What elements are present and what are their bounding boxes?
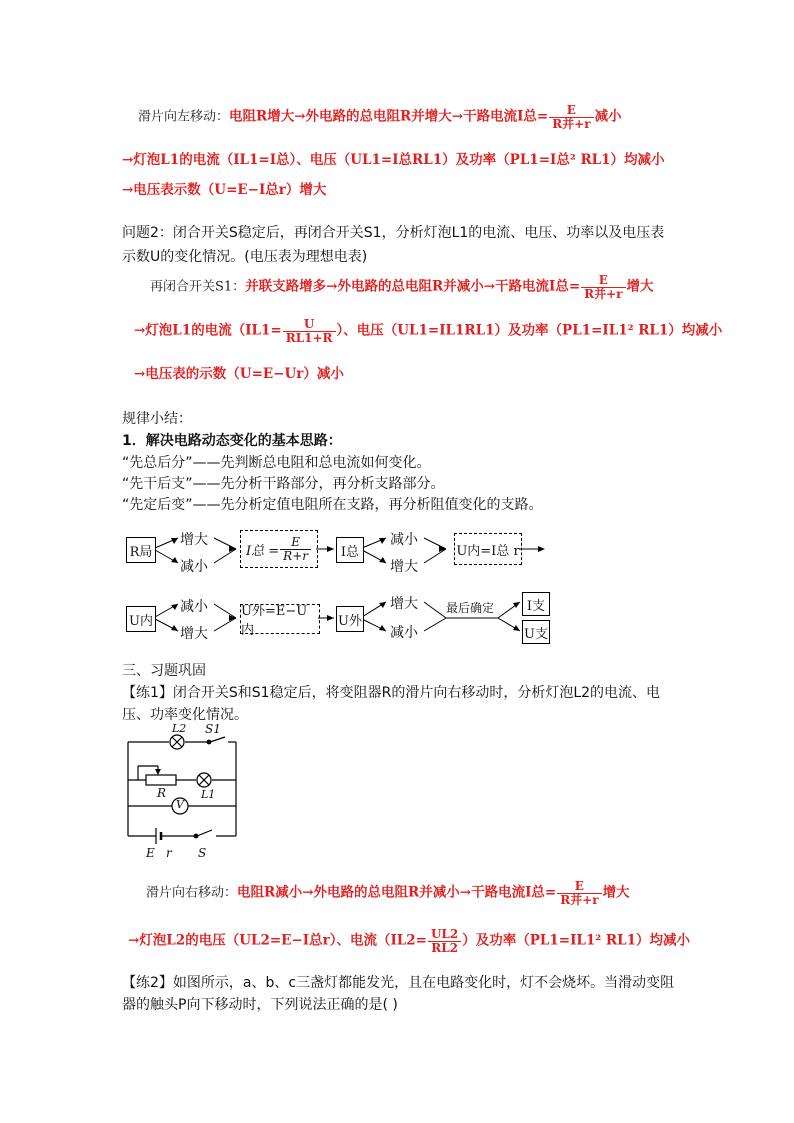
section3-title: 三、习题巩固 — [122, 663, 206, 679]
fraction-den: RL2 — [431, 940, 458, 955]
box-u-out: U外 — [336, 606, 364, 632]
slide-left-reason: 电阻R增大→外电路的总电阻R并增大→干路电流I总= — [229, 108, 549, 125]
box-u-in: U内 — [126, 606, 156, 632]
fraction-num: UL2 — [428, 928, 461, 942]
dbox-u-out: U外=E−U内 — [240, 604, 320, 634]
slide-right-reason: 电阻R减小→外电路的总电阻R并减小→干路电流I总= — [237, 884, 557, 901]
circuit-label-l1: L1 — [201, 788, 216, 801]
fraction-num: E — [549, 104, 593, 118]
exercise2-line2: 器的触头P向下移动时，下列说法正确的是( ) — [122, 997, 398, 1013]
circuit-label-r-internal: r — [166, 846, 172, 860]
fraction-num: U — [283, 318, 336, 332]
fraction-num: E — [581, 274, 625, 288]
summary-rule1: “先总后分”——先判断总电阻和总电流如何变化。 — [122, 455, 431, 471]
fraction — [428, 928, 461, 954]
slide-left-label: 滑片向左移动： — [138, 109, 230, 125]
label-decrease: 减小 — [180, 559, 208, 575]
close-s1-reason: 并联支路增多→外电路的总电阻R并减小→干路电流I总= — [245, 278, 581, 295]
circuit-label-r: R — [157, 786, 167, 800]
exercise2-line1: 【练2】如图所示，a、b、c三盏灯都能发光，且在电路变化时，灯不会烧坏。当滑动变阻 — [122, 975, 675, 991]
close-s1-label: 再闭合开关S1： — [150, 279, 246, 295]
lamp-l1-line: →灯泡L1的电流（IL1=I总）、电压（UL1=I总RL1）及功率（PL1=I总² RL1）均减小 — [122, 152, 665, 168]
circuit-label-e: E — [146, 846, 155, 860]
result: 增大 — [626, 278, 654, 295]
fraction-den: R并+r — [560, 892, 599, 907]
text: ）、电压（UL1=IL1RL1）及功率（PL1=IL1² RL1）均减小 — [336, 322, 723, 339]
exercise1-line2: 压、功率变化情况。 — [122, 707, 248, 723]
voltmeter-line: →电压表示数（U=E−I总r）增大 — [122, 182, 327, 198]
text: ）及功率（PL1=IL1² RL1）均减小 — [462, 932, 691, 949]
question2-line1: 问题2：闭合开关S稳定后，再闭合开关S1，分析灯泡L1的电流、电压、功率以及电压表 — [122, 225, 665, 241]
fraction-den: R并+r — [584, 286, 623, 301]
box-i-total: I总 — [336, 537, 364, 563]
label-decrease: 减小 — [180, 599, 208, 615]
label-decrease: 减小 — [390, 532, 418, 548]
fraction-num: E — [280, 536, 311, 550]
fraction-den: R并+r — [552, 116, 591, 131]
summary-title: 规律小结： — [122, 411, 192, 427]
fraction — [557, 880, 601, 906]
slide-right-line — [146, 880, 630, 906]
fraction-den: R+r — [283, 548, 308, 563]
circuit-label-v: V — [176, 798, 184, 811]
result: 减小 — [594, 108, 622, 125]
text: →灯泡L2的电压（UL2=E−I总r）、电流（IL2= — [128, 932, 427, 949]
question2-line2: 示数U的变化情况。(电压表为理想电表) — [122, 249, 368, 265]
circuit-label-s: S — [198, 846, 207, 860]
dbox-u-in: U内=I总 r — [454, 533, 522, 565]
summary-rule3: “先定后变”——先分析定值电阻所在支路，再分析阻值变化的支路。 — [122, 497, 543, 513]
summary-point1: 1．解决电路动态变化的基本思路： — [122, 433, 342, 449]
slide-right-label: 滑片向右移动： — [146, 885, 238, 901]
label-increase: 增大 — [390, 596, 418, 612]
box-u-branch: U支 — [522, 620, 550, 644]
label-increase: 增大 — [390, 559, 418, 575]
circuit-label-l2: L2 — [172, 722, 187, 735]
voltmeter-reading-line: →电压表的示数（U=E−Ur）减小 — [134, 366, 344, 382]
label-increase: 增大 — [180, 626, 208, 642]
text: →灯泡L1的电流（IL1= — [134, 322, 282, 339]
label-increase: 增大 — [180, 532, 208, 548]
circuit-label-s1: S1 — [205, 722, 221, 736]
label-final: 最后确定 — [446, 601, 495, 615]
box-i-branch: I支 — [522, 592, 550, 616]
exercise1-line1: 【练1】闭合开关S和S1稳定后，将变阻器R的滑片向右移动时，分析灯泡L2的电流、电 — [122, 685, 661, 701]
lamp-l2-line — [128, 928, 690, 954]
fraction-num: E — [557, 880, 601, 894]
box-r-local: R局 — [126, 537, 156, 563]
summary-rule2: “先干后支”——先分析干路部分，再分析支路部分。 — [122, 476, 445, 492]
fraction-den: RL1+R — [285, 330, 333, 345]
result: 增大 — [602, 884, 630, 901]
label-decrease: 减小 — [390, 625, 418, 641]
i-total-eq: I总 = — [246, 543, 280, 559]
